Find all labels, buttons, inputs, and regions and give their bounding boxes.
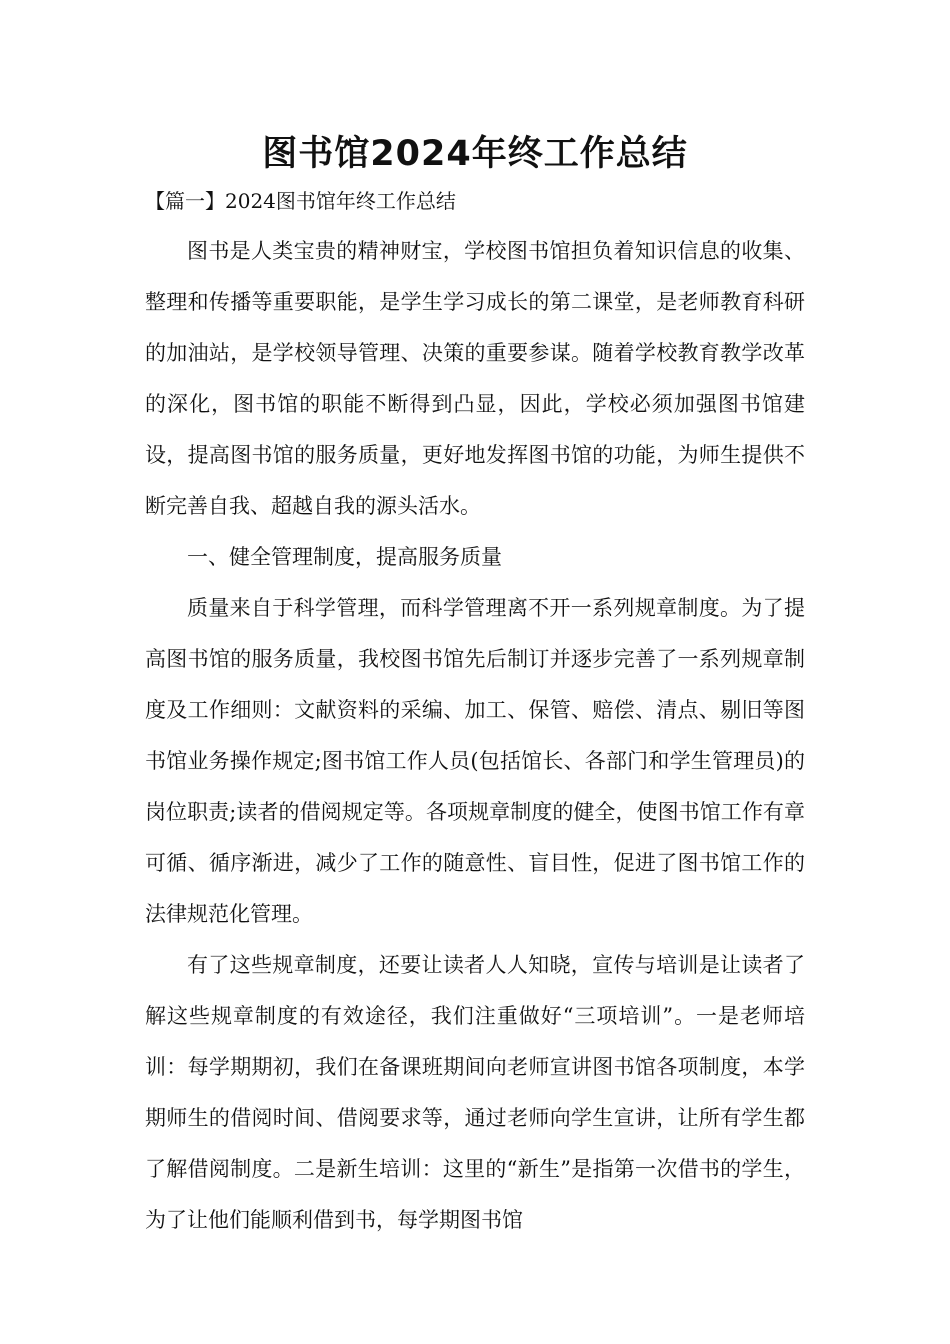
document-title: 图书馆2024年终工作总结	[262, 134, 688, 174]
paragraph-management: 质量来自于科学管理，而科学管理离不开一系列规章制度。为了提高图书馆的服务质量，我校图书馆先后制订并逐步完善了一系列规章制度及工作细则：文献资料的采编、加工、保管、赔偿、清点、剔旧等图书馆业务操作规定;图书馆工作人员(包括馆长、各部门和学生管理员)的岗位职责;读者的借阅规定等。各项规章制度的健全，使图书馆工作有章可循、循序渐进，减少了工作的随意性、盲目性，促进了图书馆工作的法律规范化管理。	[145, 596, 805, 926]
paragraph-intro: 图书是人类宝贵的精神财宝，学校图书馆担负着知识信息的收集、整理和传播等重要职能，是学生学习成长的第二课堂，是老师教育科研的加油站，是学校领导管理、决策的重要参谋。随着学校教育教学改革的深化，图书馆的职能不断得到凸显，因此，学校必须加强图书馆建设，提高图书馆的服务质量，更好地发挥图书馆的功能，为师生提供不断完善自我、超越自我的源头活水。	[145, 239, 805, 518]
document-page	[145, 128, 805, 1246]
section-heading: 一、健全管理制度，提高服务质量	[187, 545, 502, 569]
section-subtitle: 【篇一】2024图书馆年终工作总结	[145, 189, 456, 213]
paragraph-training: 有了这些规章制度，还要让读者人人知晓，宣传与培训是让读者了解这些规章制度的有效途径，我们注重做好“三项培训”。一是老师培训：每学期期初，我们在备课班期间向老师宣讲图书馆各项制度，本学期师生的借阅时间、借阅要求等，通过老师向学生宣讲，让所有学生都了解借阅制度。二是新生培训：这里的“新生”是指第一次借书的学生，为了让他们能顺利借到书，每学期图书馆	[145, 953, 805, 1232]
